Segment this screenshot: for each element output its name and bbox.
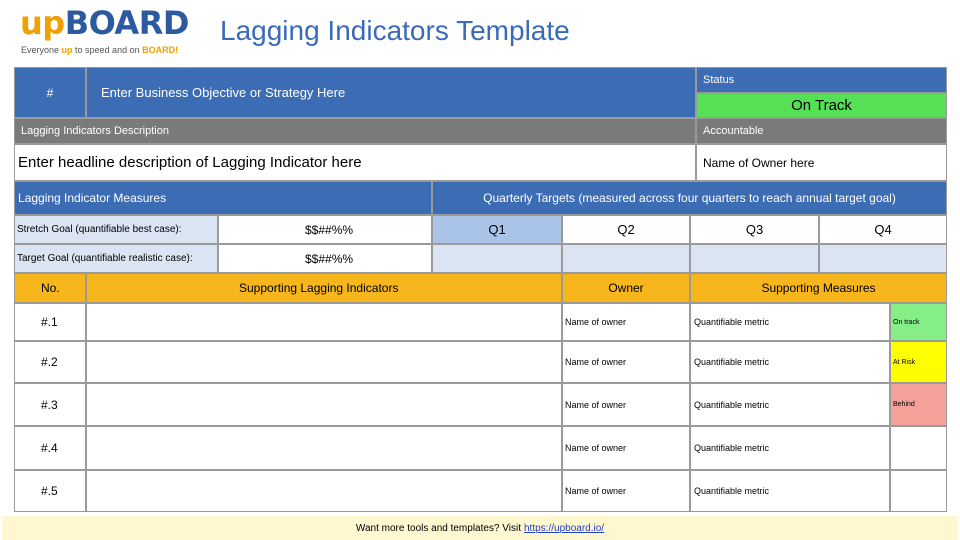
target-q4[interactable] bbox=[819, 244, 947, 273]
row-2-metric[interactable]: Quantifiable metric bbox=[690, 341, 890, 383]
header-supporting-measures: Supporting Measures bbox=[690, 273, 947, 303]
measures-label: Lagging Indicator Measures bbox=[14, 181, 432, 215]
header-no: No. bbox=[14, 273, 86, 303]
row-4-metric[interactable]: Quantifiable metric bbox=[690, 426, 890, 470]
page-title: Lagging Indicators Template bbox=[220, 15, 570, 46]
row-5-owner[interactable]: Name of owner bbox=[562, 470, 690, 512]
quarter-q1: Q1 bbox=[432, 215, 562, 244]
status-label: Status bbox=[696, 67, 947, 93]
row-3-indicator[interactable] bbox=[86, 383, 562, 426]
row-3-metric[interactable]: Quantifiable metric bbox=[690, 383, 890, 426]
upboard-logo: upBOARD bbox=[20, 4, 189, 42]
logo-tagline: Everyone up to speed and on BOARD! bbox=[21, 45, 179, 55]
row-2-status[interactable]: At Risk bbox=[890, 341, 947, 383]
header-owner: Owner bbox=[562, 273, 690, 303]
row-1-status[interactable]: On track bbox=[890, 303, 947, 341]
footer-banner bbox=[2, 516, 958, 540]
row-5-no: #.5 bbox=[14, 470, 86, 512]
target-goal-label: Target Goal (quantifiable realistic case): bbox=[14, 244, 218, 273]
stretch-goal-value[interactable]: $$##%% bbox=[218, 215, 432, 244]
header-supporting-indicators: Supporting Lagging Indicators bbox=[86, 273, 562, 303]
objective-text[interactable]: Enter Business Objective or Strategy Here bbox=[86, 67, 696, 118]
row-5-status[interactable] bbox=[890, 470, 947, 512]
row-4-no: #.4 bbox=[14, 426, 86, 470]
owner-name[interactable]: Name of Owner here bbox=[696, 144, 947, 181]
row-1-metric[interactable]: Quantifiable metric bbox=[690, 303, 890, 341]
row-1-indicator[interactable] bbox=[86, 303, 562, 341]
row-1-owner[interactable]: Name of owner bbox=[562, 303, 690, 341]
quarter-q4: Q4 bbox=[819, 215, 947, 244]
quarterly-targets-label: Quarterly Targets (measured across four quarters to reach annual target goal) bbox=[432, 181, 947, 215]
target-q3[interactable] bbox=[690, 244, 819, 273]
target-q2[interactable] bbox=[562, 244, 690, 273]
description-label: Lagging Indicators Description bbox=[14, 118, 696, 144]
headline-description[interactable]: Enter headline description of Lagging Indicator here bbox=[14, 144, 696, 181]
quarter-q3: Q3 bbox=[690, 215, 819, 244]
status-value[interactable]: On Track bbox=[696, 93, 947, 118]
row-1-no: #.1 bbox=[14, 303, 86, 341]
row-2-no: #.2 bbox=[14, 341, 86, 383]
row-5-metric[interactable]: Quantifiable metric bbox=[690, 470, 890, 512]
objective-hash: # bbox=[14, 67, 86, 118]
row-3-status[interactable]: Behind bbox=[890, 383, 947, 426]
row-4-owner[interactable]: Name of owner bbox=[562, 426, 690, 470]
row-2-indicator[interactable] bbox=[86, 341, 562, 383]
target-q1[interactable] bbox=[432, 244, 562, 273]
footer-link[interactable]: https://upboard.io/ bbox=[524, 522, 605, 534]
row-5-indicator[interactable] bbox=[86, 470, 562, 512]
row-4-status[interactable] bbox=[890, 426, 947, 470]
quarter-q2: Q2 bbox=[562, 215, 690, 244]
row-4-indicator[interactable] bbox=[86, 426, 562, 470]
row-3-owner[interactable]: Name of owner bbox=[562, 383, 690, 426]
row-2-owner[interactable]: Name of owner bbox=[562, 341, 690, 383]
footer-text: Want more tools and templates? Visit bbox=[355, 522, 521, 534]
target-goal-value[interactable]: $$##%% bbox=[218, 244, 432, 273]
accountable-label: Accountable bbox=[696, 118, 947, 144]
stretch-goal-label: Stretch Goal (quantifiable best case): bbox=[14, 215, 218, 244]
row-3-no: #.3 bbox=[14, 383, 86, 426]
